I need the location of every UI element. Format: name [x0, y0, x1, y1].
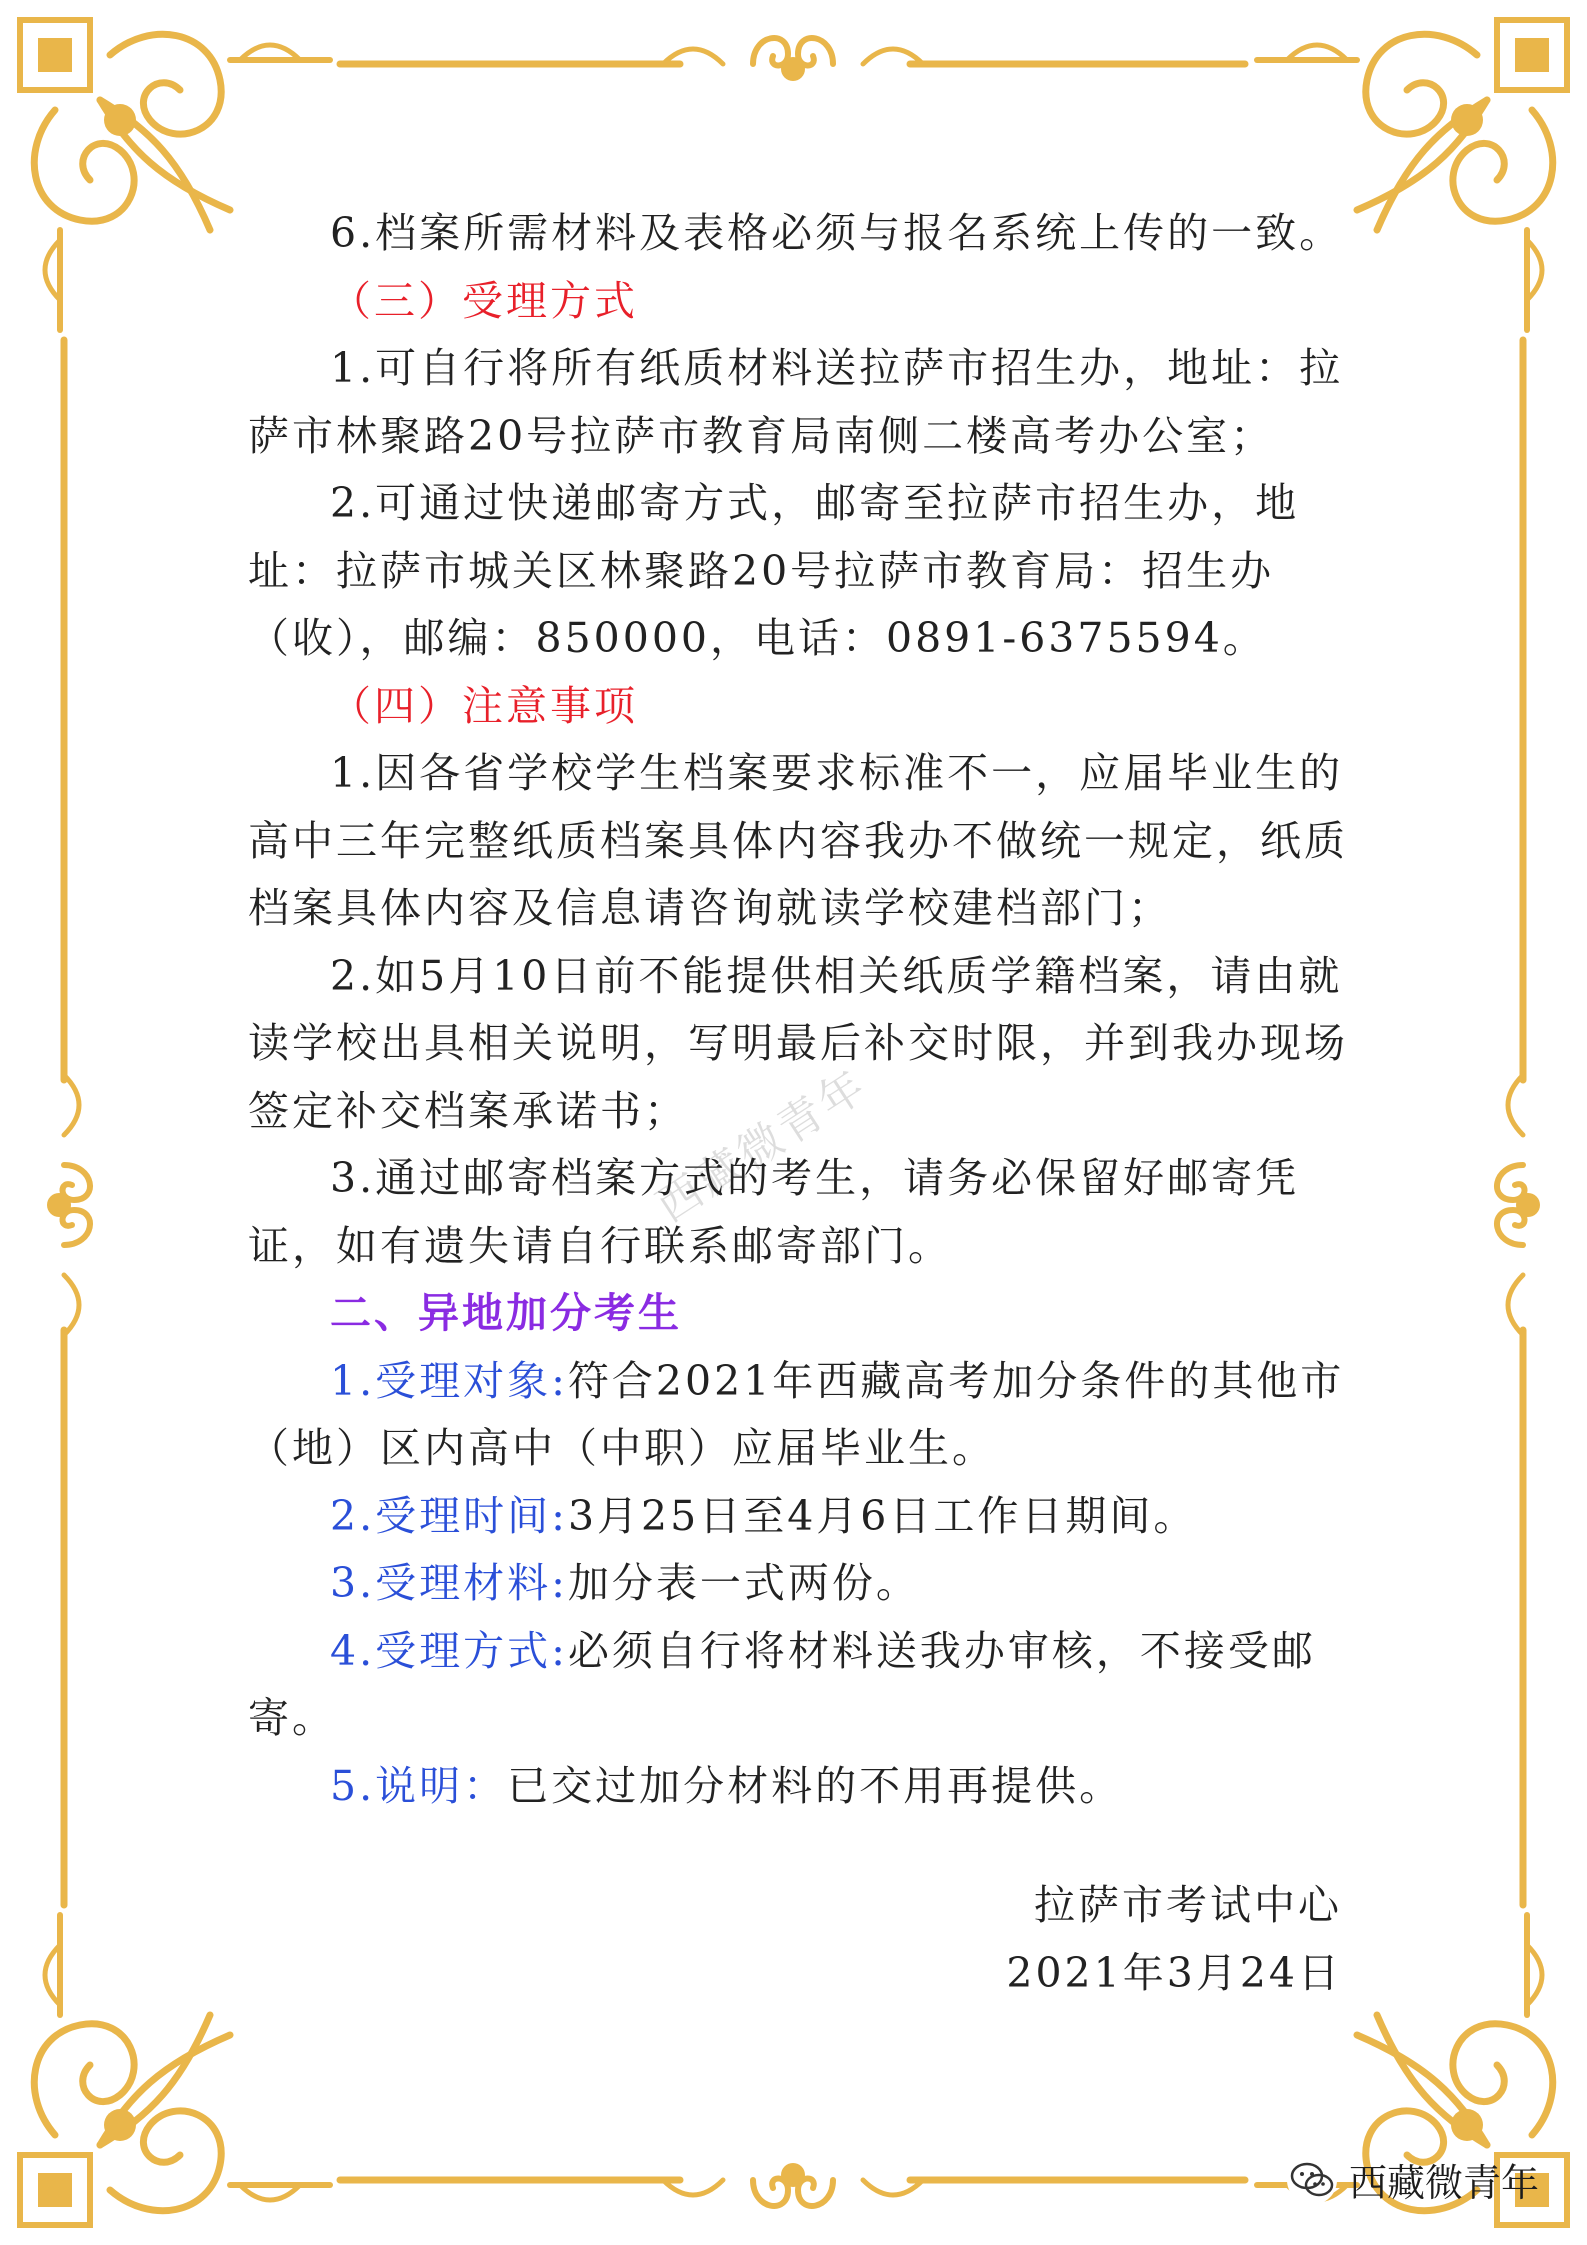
signature: 拉萨市考试中心: [1034, 1881, 1342, 1929]
part-2-heading: 二、异地加分考生: [330, 1289, 682, 1337]
part-2-item: [248, 1618, 1350, 1753]
date: 2021年3月24日: [1006, 1948, 1342, 1997]
section-4-item-2: 2.如5月10日前不能提供相关纸质学籍档案，请由就读学校出具相关说明，写明最后补交时限，并到我办现场签定补交档案承诺书；: [248, 951, 1348, 1135]
part-2-item-text: 3月25日至4月6日工作日期间。: [567, 1491, 1198, 1540]
section-3-item-2: 2.可通过快递邮寄方式，邮寄至拉萨市招生办，地址：拉萨市城关区林聚路20号拉萨市教育局：招生办（收），邮编：850000，电话：0891-6375594。: [248, 479, 1300, 662]
part-2-item: [248, 1483, 1350, 1551]
section-3-item-1: 1.可自行将所有纸质材料送拉萨市招生办，地址：拉萨市林聚路20号拉萨市教育局南侧二楼高考办公室；: [248, 344, 1344, 460]
part-2-item-text: 必须自行将材料送我办审核，不接受邮寄。: [248, 1626, 1316, 1742]
watermark: 西藏微青年: [647, 1059, 877, 1233]
part-2-item-label: 3.受理材料:: [330, 1559, 568, 1607]
part-2-item: [248, 1348, 1350, 1483]
part-2-item-text: 已交过加分材料的不用再提供。: [507, 1761, 1124, 1810]
wechat-icon: [1287, 2155, 1337, 2205]
part-2-item-label: 5.说明：: [330, 1761, 508, 1810]
account-name: 西藏微青年: [1348, 2161, 1539, 2205]
section-4-item-1: 1.因各省学校学生档案要求标准不一，应届毕业生的高中三年完整纸质档案具体内容我办不做统一规定，纸质档案具体内容及信息请咨询就读学校建档部门；: [248, 749, 1348, 932]
part-2-item-label: 1.受理对象:: [330, 1356, 568, 1405]
section-4-item-3: 3.通过邮寄档案方式的考生，请务必保留好邮寄凭证，如有遗失请自行联系邮寄部门。: [248, 1154, 1300, 1270]
section-4-heading: （四）注意事项: [330, 681, 638, 730]
part-2-item-label: 4.受理方式:: [330, 1626, 568, 1675]
part-2-item: [248, 1550, 1350, 1618]
part-2-item-label: 2.受理时间:: [330, 1491, 568, 1540]
document-body: [248, 200, 1350, 2007]
item-6: 6.档案所需材料及表格必须与报名系统上传的一致。: [330, 209, 1344, 257]
account-badge[interactable]: [1287, 2152, 1539, 2207]
section-3-heading: （三）受理方式: [330, 276, 638, 325]
part-2-item-text: 加分表一式两份。: [567, 1559, 920, 1607]
part-2-item-text: 符合2021年西藏高考加分条件的其他市（地）区内高中（中职）应届毕业生。: [248, 1356, 1345, 1472]
part-2-item: [248, 1753, 1350, 1821]
